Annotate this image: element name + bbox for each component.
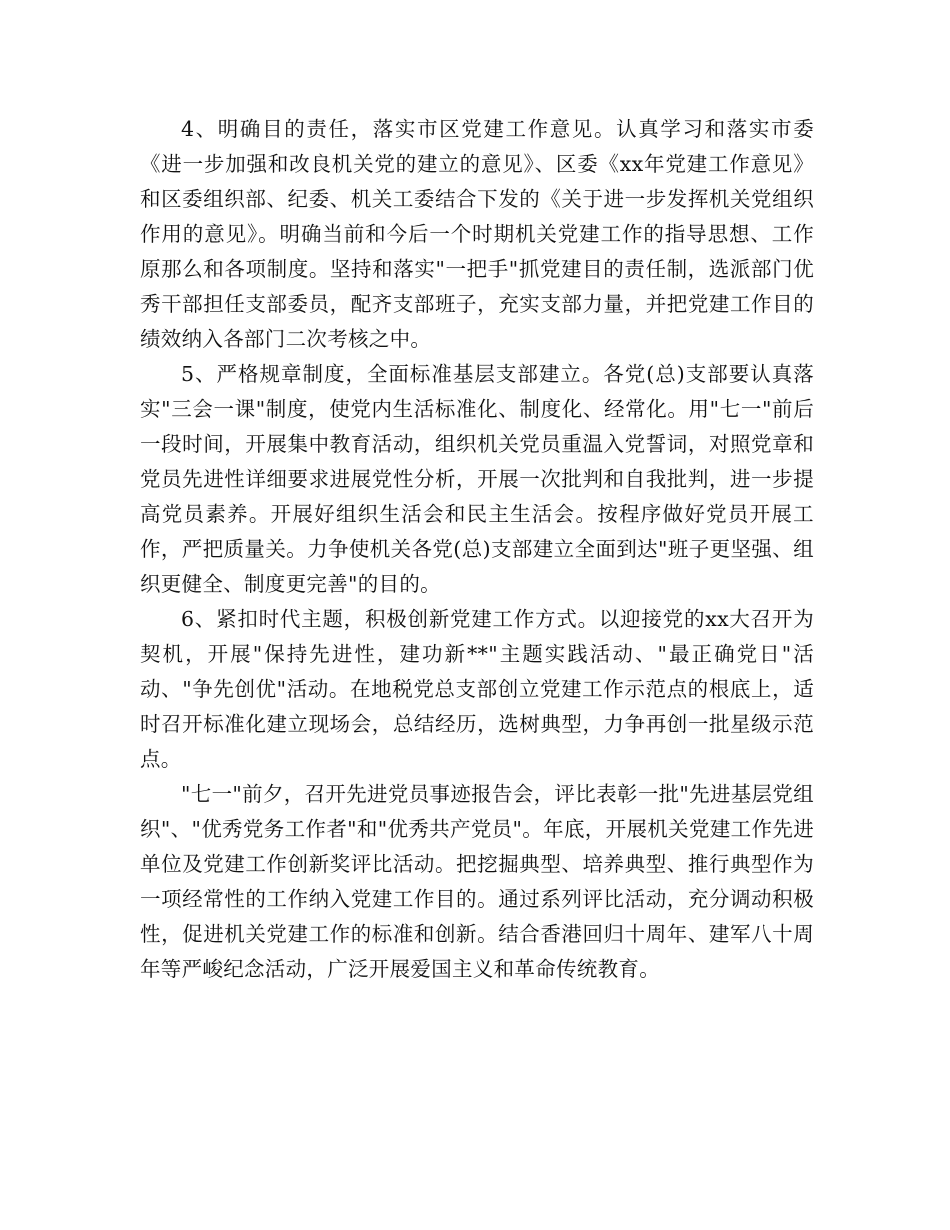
- document-body: [140, 112, 814, 987]
- paragraph-commendation: "七一"前夕，召开先进党员事迹报告会，评比表彰一批"先进基层党组织"、"优秀党务工作者"和"优秀共产党员"。年底，开展机关党建工作先进单位及党建工作创新奖评比活动。把挖掘典型、培养典型、推行典型作为一项经常性的工作纳入党建工作目的。通过系列评比活动，充分调动积极性，促进机关党建工作的标准和创新。结合香港回归十周年、建军八十周年等严峻纪念活动，广泛开展爱国主义和革命传统教育。: [140, 782, 814, 981]
- paragraph-item-4: 4、明确目的责任，落实市区党建工作意见。认真学习和落实市委《进一步加强和改良机关党的建立的意见》、区委《xx年党建工作意见》和区委组织部、纪委、机关工委结合下发的《关于进一步发挥机关党组织作用的意见》。明确当前和今后一个时期机关党建工作的指导思想、工作原那么和各项制度。坚持和落实"一把手"抓党建目的责任制，选派部门优秀干部担任支部委员，配齐支部班子，充实支部力量，并把党建工作目的绩效纳入各部门二次考核之中。: [140, 117, 814, 351]
- paragraph-item-5: 5、严格规章制度，全面标准基层支部建立。各党(总)支部要认真落实"三会一课"制度，使党内生活标准化、制度化、经常化。用"七一"前后一段时间，开展集中教育活动，组织机关党员重温入党誓词，对照党章和党员先进性详细要求进展党性分析，开展一次批判和自我批判，进一步提高党员素养。开展好组织生活会和民主生活会。按程序做好党员开展工作，严把质量关。力争使机关各党(总)支部建立全面到达"班子更坚强、组织更健全、制度更完善"的目的。: [140, 362, 814, 596]
- paragraph-item-6: 6、紧扣时代主题，积极创新党建工作方式。以迎接党的xx大召开为契机，开展"保持先进性，建功新**"主题实践活动、"最正确党日"活动、"争先创优"活动。在地税党总支部创立党建工作示范点的根底上，适时召开标准化建立现场会，总结经历，选树典型，力争再创一批星级示范点。: [140, 607, 814, 771]
